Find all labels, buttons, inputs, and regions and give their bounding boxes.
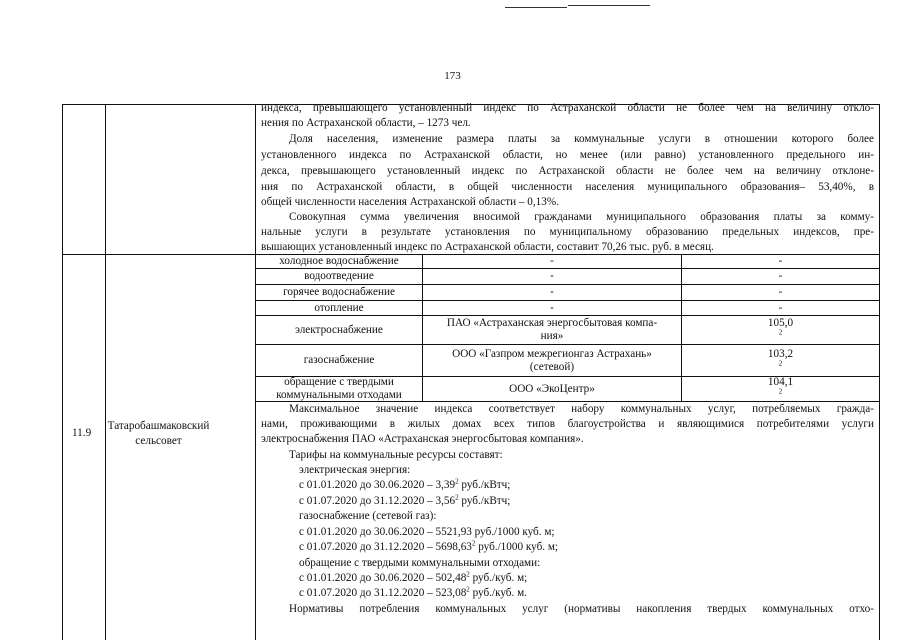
description-line: Максимальное значение индекса соответствует набору коммунальных услуг, потребляемых гражда- <box>289 403 874 415</box>
row-number: 11.9 <box>72 427 92 439</box>
tariff-line: с 01.07.2020 до 31.12.2020 – 3,56$^2$ руб./кВтч; <box>299 493 511 507</box>
table-border-left <box>62 104 63 640</box>
index-cell: - <box>778 270 783 282</box>
prev-row-line: установленного индекса по Астраханской области, но менее (или равно) установленного предельного ин- <box>261 149 874 161</box>
prev-row-line: Доля населения, изменение размера платы за коммунальные услуги в отношении которого более <box>289 133 874 145</box>
table-border-right <box>879 104 880 640</box>
prev-row-line: декса, превышающего установленный индекс по Астраханской области не более чем на величину отклоне- <box>261 165 874 177</box>
top-rule-right <box>568 5 650 6</box>
service-cell: отопление <box>314 301 364 314</box>
description-line: электроснабжения ПАО «Астраханская энергосбытовая компания». <box>261 433 584 445</box>
provider-cell: - <box>550 301 554 314</box>
index-cell: - <box>778 286 783 298</box>
index-cell: - <box>778 254 783 267</box>
service-cell: газоснабжение <box>303 354 375 366</box>
tariff-line: с 01.01.2020 до 30.06.2020 – 502,48$^2$ руб./куб. м; <box>299 570 528 584</box>
top-rule-left <box>505 7 567 8</box>
service-cell: электроснабжение <box>295 323 383 336</box>
tariff-line: с 01.07.2020 до 31.12.2020 – 523,08$^2$ руб./куб. м. <box>299 585 527 599</box>
index-table <box>62 104 880 640</box>
page-number: 173 <box>444 70 461 82</box>
index-cell: 104,1 $^2$ <box>767 376 794 396</box>
prev-row-line: нальные услуги в результате установления по муниципальному образованию предельных индексов, пре- <box>261 226 874 238</box>
service-cell: обращение с твердыми коммунальными отходами <box>276 376 402 401</box>
provider-cell: - <box>550 286 554 298</box>
service-cell: горячее водоснабжение <box>283 286 395 298</box>
col-divider-number <box>105 104 106 640</box>
prev-row-line: ния по Астраханской области, в общей численности населения муниципального образования– 53,40%, в <box>261 181 874 193</box>
provider-cell: ООО «ЭкоЦентр» <box>509 382 595 395</box>
municipality-name: Татаробашмаковский <box>107 420 210 432</box>
index-cell: 105,0 $^2$ <box>767 317 794 337</box>
tariff-line: электрическая энергия: <box>299 464 411 476</box>
norms-line: Нормативы потребления коммунальных услуг (нормативы накопления твердых коммунальных отхо- <box>289 603 874 615</box>
prev-row-line: индекса, превышающего установленный индекс по Астраханской области не более чем на величину откло- <box>261 102 874 114</box>
tariff-line: обращение с твердыми коммунальными отходами: <box>299 557 541 569</box>
provider-cell: ПАО «Астраханская энергосбытовая компа- ния» <box>446 317 658 342</box>
prev-row-line: вышающих установленный индекс по Астраханской области, составит 70,26 тыс. руб. в месяц. <box>261 241 714 253</box>
description-line: нами, проживающими в жилых домах всех типов благоустройства и являющимися потребителями услуги <box>261 418 874 430</box>
prev-row-line: общей численности населения Астраханской области – 0,13%. <box>261 196 559 208</box>
service-cell: водоотведение <box>304 270 374 282</box>
tariff-line: газоснабжение (сетевой газ): <box>299 510 437 522</box>
provider-cell: - <box>550 254 554 267</box>
prev-row-line: нения по Астраханской области, – 1273 чел. <box>261 117 471 129</box>
tariff-line: с 01.01.2020 до 30.06.2020 – 3,39$^2$ руб./кВтч; <box>299 477 511 491</box>
tariff-line: с 01.07.2020 до 31.12.2020 – 5698,63$^2$ руб./1000 куб. м; <box>299 539 559 553</box>
prev-row-line: Совокупная сумма увеличения вносимой гражданами муниципального образования платы за комму- <box>289 211 874 223</box>
provider-cell: - <box>550 270 554 282</box>
provider-cell: ООО «Газпром межрегионгаз Астрахань» (сетевой) <box>452 347 652 373</box>
service-cell: холодное водоснабжение <box>279 254 399 267</box>
tariff-line: с 01.01.2020 до 30.06.2020 – 5521,93 руб./1000 куб. м; <box>299 526 555 538</box>
index-cell: - <box>778 301 783 314</box>
municipality-name: сельсовет <box>135 435 182 447</box>
index-cell: 103,2 $^2$ <box>767 347 794 367</box>
tariffs-intro: Тарифы на коммунальные ресурсы составят: <box>289 449 503 461</box>
